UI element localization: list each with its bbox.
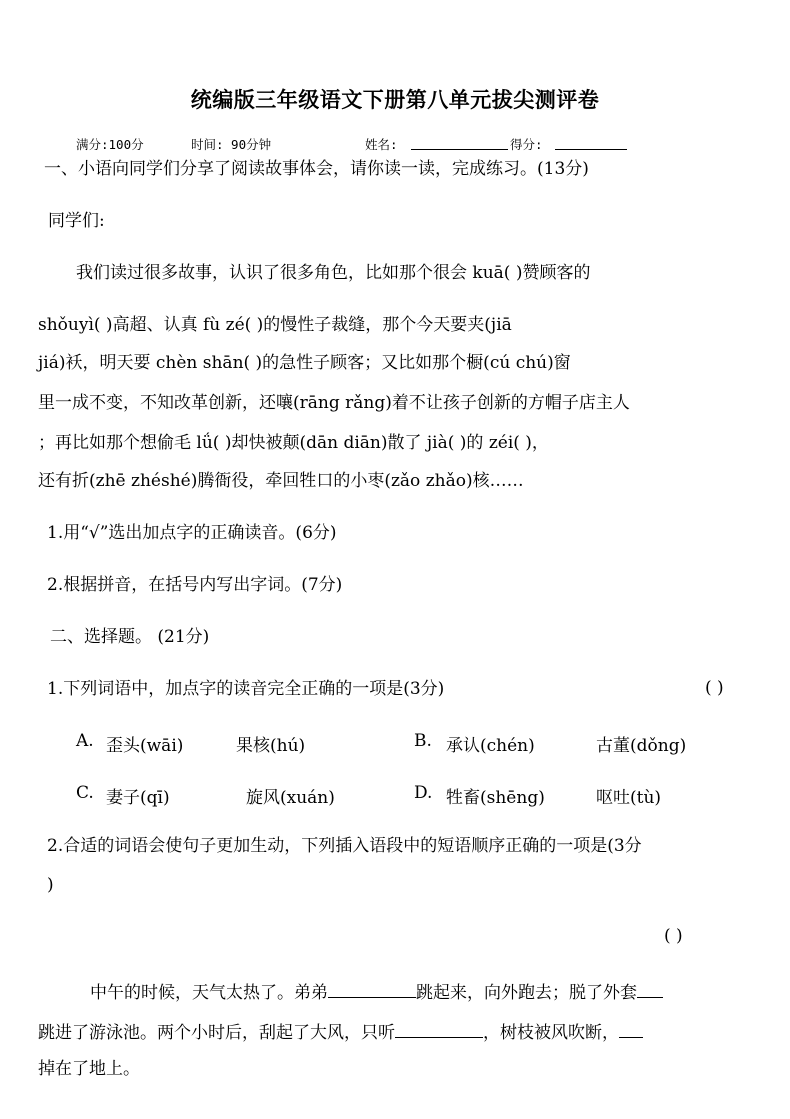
option-c-word2: 旋风(xuán): [246, 788, 335, 808]
paragraph-line: 掉在了地上。: [38, 1059, 140, 1079]
section2-heading: 二、选择题。 (21分): [50, 627, 210, 647]
option-b-word2: 古董(dǒng): [596, 736, 687, 756]
option-d-word1: 牲畜(shēng): [446, 788, 545, 808]
answer-paren-2-1[interactable]: ( ): [705, 678, 724, 698]
option-a-letter: A.: [76, 731, 94, 751]
passage-line: shǒuyì( )高超、认真 fù zé( )的慢性子裁缝，那个今天要夹(jiā: [38, 315, 512, 335]
paragraph-line: [38, 1019, 643, 1044]
passage-line: 还有折(zhē zhéshé)腾衙役，牵回牲口的小枣(zǎo zhǎo)核……: [38, 471, 524, 491]
name-label: 姓名:: [365, 137, 398, 152]
passage-line: 我们读过很多故事，认识了很多角色，比如那个很会 kuā( )赞顾客的: [76, 263, 591, 283]
passage-line: 里一成不变，不知改革创新，还嚷(rāng rǎng)着不让孩子创新的方帽子店主人: [38, 393, 630, 413]
score-label: 得分:: [510, 137, 543, 152]
option-b-word1: 承认(chén): [446, 736, 535, 756]
option-a-word1: 歪头(wāi): [106, 736, 184, 756]
option-b-letter: B.: [414, 731, 432, 751]
passage-line: ；再比如那个想偷毛 lǘ( )却快被颠(dān diān)散了 jià( )的 zéi( )，: [38, 433, 549, 453]
option-c-letter: C.: [76, 783, 94, 803]
fill-blank[interactable]: [395, 1019, 483, 1038]
question-2-2: 2.合适的词语会使句子更加生动，下列插入语段中的短语顺序正确的一项是(3分: [47, 836, 642, 856]
option-d-word2: 呕吐(tù): [596, 788, 662, 808]
option-a-word2: 果核(hú): [236, 736, 306, 756]
paragraph-text: 跳起来，向外跑去；脱了外套: [416, 983, 637, 1003]
paragraph-text: 跳进了游泳池。两个小时后，刮起了大风，只听: [38, 1023, 395, 1043]
full-score-label: 满分:100分: [76, 137, 144, 152]
fill-blank[interactable]: [328, 979, 416, 998]
question-2-1: 1.下列词语中，加点字的读音完全正确的一项是(3分): [47, 679, 445, 699]
greeting: 同学们:: [48, 211, 105, 231]
passage-line: jiá)袄，明天要 chèn shān( )的急性子顾客；又比如那个橱(cú chú)窗: [38, 353, 571, 373]
paragraph-line: [90, 979, 663, 1004]
option-c-word1: 妻子(qī): [106, 788, 170, 808]
paragraph-text: 中午的时候，天气太热了。弟弟: [90, 983, 328, 1003]
question-1-2: 2.根据拼音，在括号内写出字词。(7分): [47, 575, 343, 595]
name-blank[interactable]: [411, 137, 508, 150]
section1-heading: 一、小语向同学们分享了阅读故事体会，请你读一读，完成练习。(13分): [44, 159, 589, 179]
answer-paren-2-2[interactable]: ( ): [664, 926, 683, 946]
paragraph-text: ，树枝被风吹断，: [483, 1023, 619, 1043]
fill-blank[interactable]: [619, 1019, 643, 1038]
fill-blank[interactable]: [637, 979, 663, 998]
question-1-1: 1.用“√”选出加点字的正确读音。(6分): [47, 523, 337, 543]
question-2-2-end: ): [47, 875, 54, 895]
score-blank[interactable]: [555, 137, 627, 150]
page-title: 统编版三年级语文下册第八单元拔尖测评卷: [190, 88, 600, 112]
option-d-letter: D.: [414, 783, 433, 803]
time-label: 时间: 90分钟: [191, 137, 272, 152]
